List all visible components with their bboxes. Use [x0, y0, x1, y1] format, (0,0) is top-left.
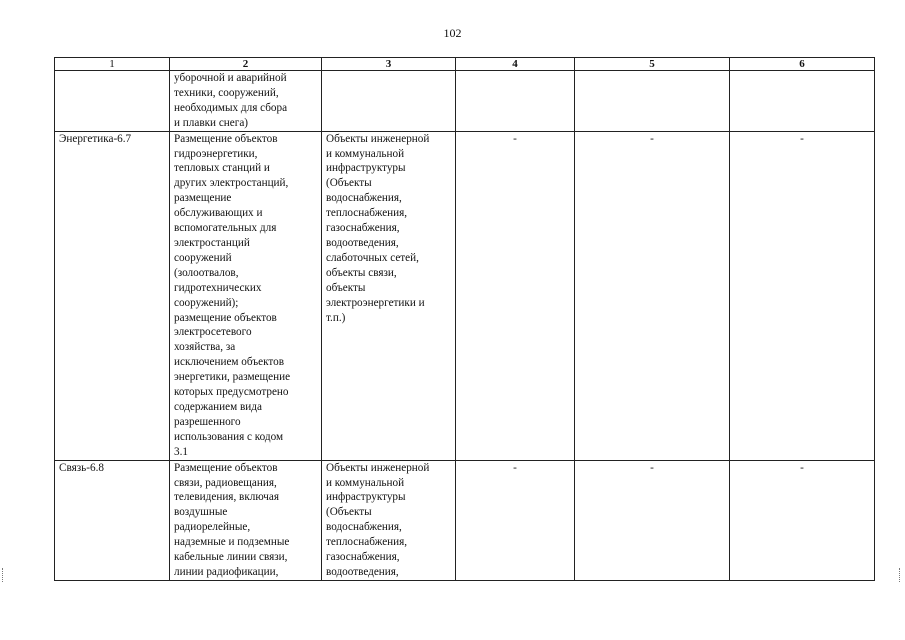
table-cell — [730, 131, 875, 460]
table-cell — [322, 460, 456, 580]
cell-text: - — [513, 132, 517, 145]
cell-text: - — [800, 132, 804, 145]
cell-text: - — [513, 461, 517, 474]
table-cell — [730, 71, 875, 132]
table-cell — [55, 131, 170, 460]
cell-text: Энергетика-6.7 — [59, 132, 132, 145]
cell-text: - — [800, 461, 804, 474]
cell-text: - — [650, 132, 654, 145]
table-cell — [575, 71, 730, 132]
column-header-4: 4 — [456, 58, 575, 71]
cell-text: - — [650, 461, 654, 474]
cell-text: Размещение объектов связи, радиовещания, телевидения, включая воздушные радиорелейные, надземные и подземные кабельные линии связи, линии радиофикации, — [174, 461, 290, 578]
table-cell — [170, 131, 322, 460]
table-cell — [170, 460, 322, 580]
table-cell — [575, 131, 730, 460]
table-row — [55, 71, 875, 132]
column-header-1: 1 — [55, 58, 170, 71]
table-cell — [456, 131, 575, 460]
column-header-5: 5 — [575, 58, 730, 71]
column-header-2: 2 — [170, 58, 322, 71]
table-row — [55, 131, 875, 460]
scan-edge-mark-left — [2, 568, 5, 582]
cell-text: Связь-6.8 — [59, 461, 104, 474]
document-table — [54, 57, 875, 581]
cell-text: Объекты инженерной и коммунальной инфраструктуры (Объекты водоснабжения, теплоснабжения, газоснабжения, водоотведения, — [326, 461, 430, 578]
cell-text: Объекты инженерной и коммунальной инфраструктуры (Объекты водоснабжения, теплоснабжения, газоснабжения, водоотведения, слаботочных сетей, объекты связи, объекты электроэнергетики и т.п.) — [326, 132, 430, 324]
page-number: 102 — [443, 26, 462, 40]
table-cell — [55, 460, 170, 580]
table-cell — [575, 460, 730, 580]
table-cell — [456, 460, 575, 580]
table-cell — [322, 131, 456, 460]
column-header-6: 6 — [730, 58, 875, 71]
cell-text: Размещение объектов гидроэнергетики, тепловых станций и других электростанций, размещение обслуживающих и вспомогательных для электростанций сооружений (золоотвалов, гидротехнических сооружений); размещение объектов электросетевого хозяйства, за исключением объектов энергетики, размещение которых предусмотрено содержанием вида разрешенного использования с кодом 3.1 — [174, 132, 291, 458]
table-cell — [730, 460, 875, 580]
table-cell — [55, 71, 170, 132]
table-row — [55, 460, 875, 580]
table-cell — [322, 71, 456, 132]
cell-text: уборочной и аварийной техники, сооружений, необходимых для сбора и плавки снега) — [174, 72, 288, 129]
table-cell — [456, 71, 575, 132]
table-cell — [170, 71, 322, 132]
column-header-3: 3 — [322, 58, 456, 71]
table-header-row — [55, 58, 875, 71]
scan-edge-mark-right — [899, 568, 902, 582]
